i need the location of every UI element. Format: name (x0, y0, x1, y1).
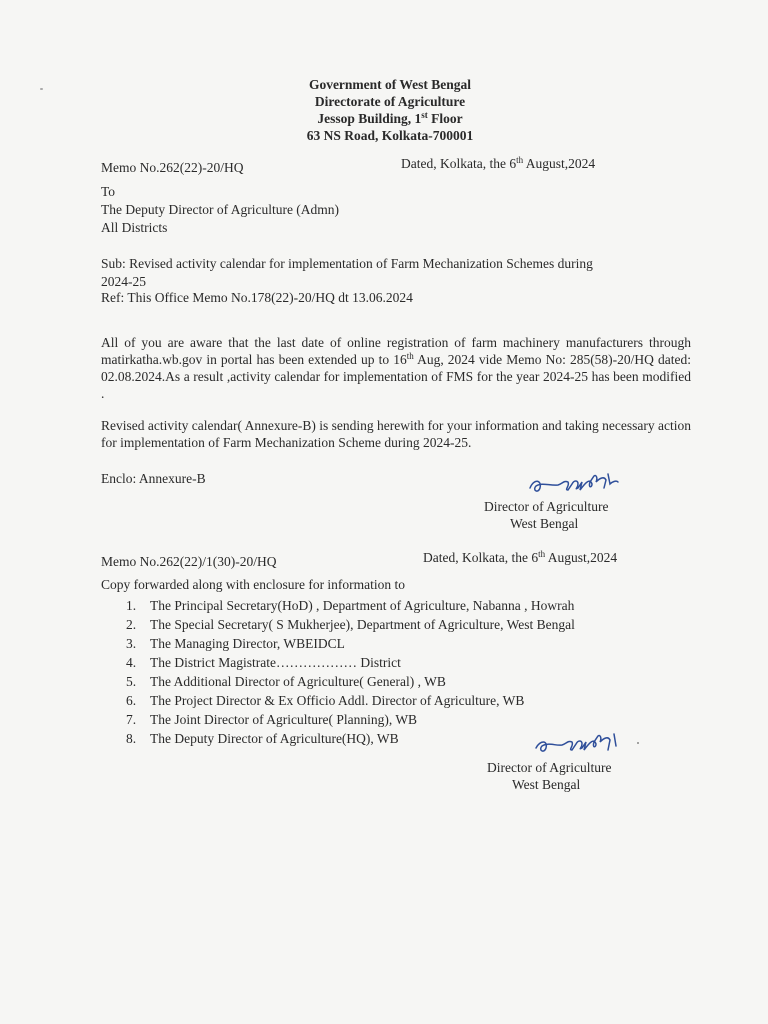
memo-date-2: Dated, Kolkata, the 6th August,2024 (423, 549, 618, 565)
copy-forward-intro: Copy forwarded along with enclosure for information to (101, 577, 406, 592)
reference-line: Ref: This Office Memo No.178(22)-20/HQ dt 13.06.2024 (101, 290, 413, 305)
signatory-title-1: Director of Agriculture (484, 499, 609, 514)
signature-image-1 (528, 468, 628, 498)
to-label: To (101, 184, 116, 199)
enclosure-note: Enclo: Annexure-B (101, 471, 206, 486)
subject-line: Sub: Revised activity calendar for implementation of Farm Mechanization Schemes during (101, 256, 593, 271)
copy-recipients-list (126, 596, 575, 748)
memo-number: Memo No.262(22)-20/HQ (101, 160, 244, 175)
signatory-place-1: West Bengal (510, 516, 579, 531)
list-item: 1. The Principal Secretary(HoD) , Department of Agriculture, Nabanna , Howrah (126, 598, 575, 613)
ink-dot (637, 742, 639, 744)
signature-image-2 (534, 728, 634, 758)
body-paragraph-1: All of you are aware that the last date of online registration of farm machinery manufacturers through matirkatha.wb.gov in portal has been extended up to 16th Aug, 2024 vide Memo No: 285(58)-20/HQ dated: 02.08.2024.As a result ,activity calendar for implementation of FMS for the year 2024-25 has been modified . (101, 335, 692, 401)
scan-speck (40, 88, 43, 90)
list-item: 3. The Managing Director, WBEIDCL (126, 636, 345, 651)
letterhead-building: Jessop Building, 1st Floor (317, 110, 463, 126)
letterhead-government: Government of West Bengal (308, 77, 472, 92)
addressee-title: The Deputy Director of Agriculture (Admn) (101, 202, 340, 217)
list-item: 7. The Joint Director of Agriculture( Planning), WB (126, 712, 418, 727)
letterhead (260, 76, 520, 144)
list-item: 4. The District Magistrate……………… District (126, 655, 401, 670)
list-item: 5. The Additional Director of Agriculture( General) , WB (126, 674, 446, 689)
letterhead-directorate: Directorate of Agriculture (314, 94, 466, 109)
body-paragraph-2: Revised activity calendar( Annexure-B) is sending herewith for your information and taking necessary action for implementation of Farm Mechanization Scheme during 2024-25. (101, 418, 691, 450)
memo-date: Dated, Kolkata, the 6th August,2024 (401, 155, 596, 171)
signatory-place-2: West Bengal (512, 777, 581, 792)
signatory-title-2: Director of Agriculture (487, 760, 612, 775)
subject-year: 2024-25 (101, 274, 146, 289)
list-item: 2. The Special Secretary( S Mukherjee), Department of Agriculture, West Bengal (126, 617, 575, 632)
letterhead-address: 63 NS Road, Kolkata-700001 (306, 128, 474, 143)
list-item: 8. The Deputy Director of Agriculture(HQ), WB (126, 731, 399, 746)
memo-number-2: Memo No.262(22)/1(30)-20/HQ (101, 554, 277, 569)
addressee-districts: All Districts (101, 220, 168, 235)
list-item: 6. The Project Director & Ex Officio Addl. Director of Agriculture, WB (126, 693, 525, 708)
